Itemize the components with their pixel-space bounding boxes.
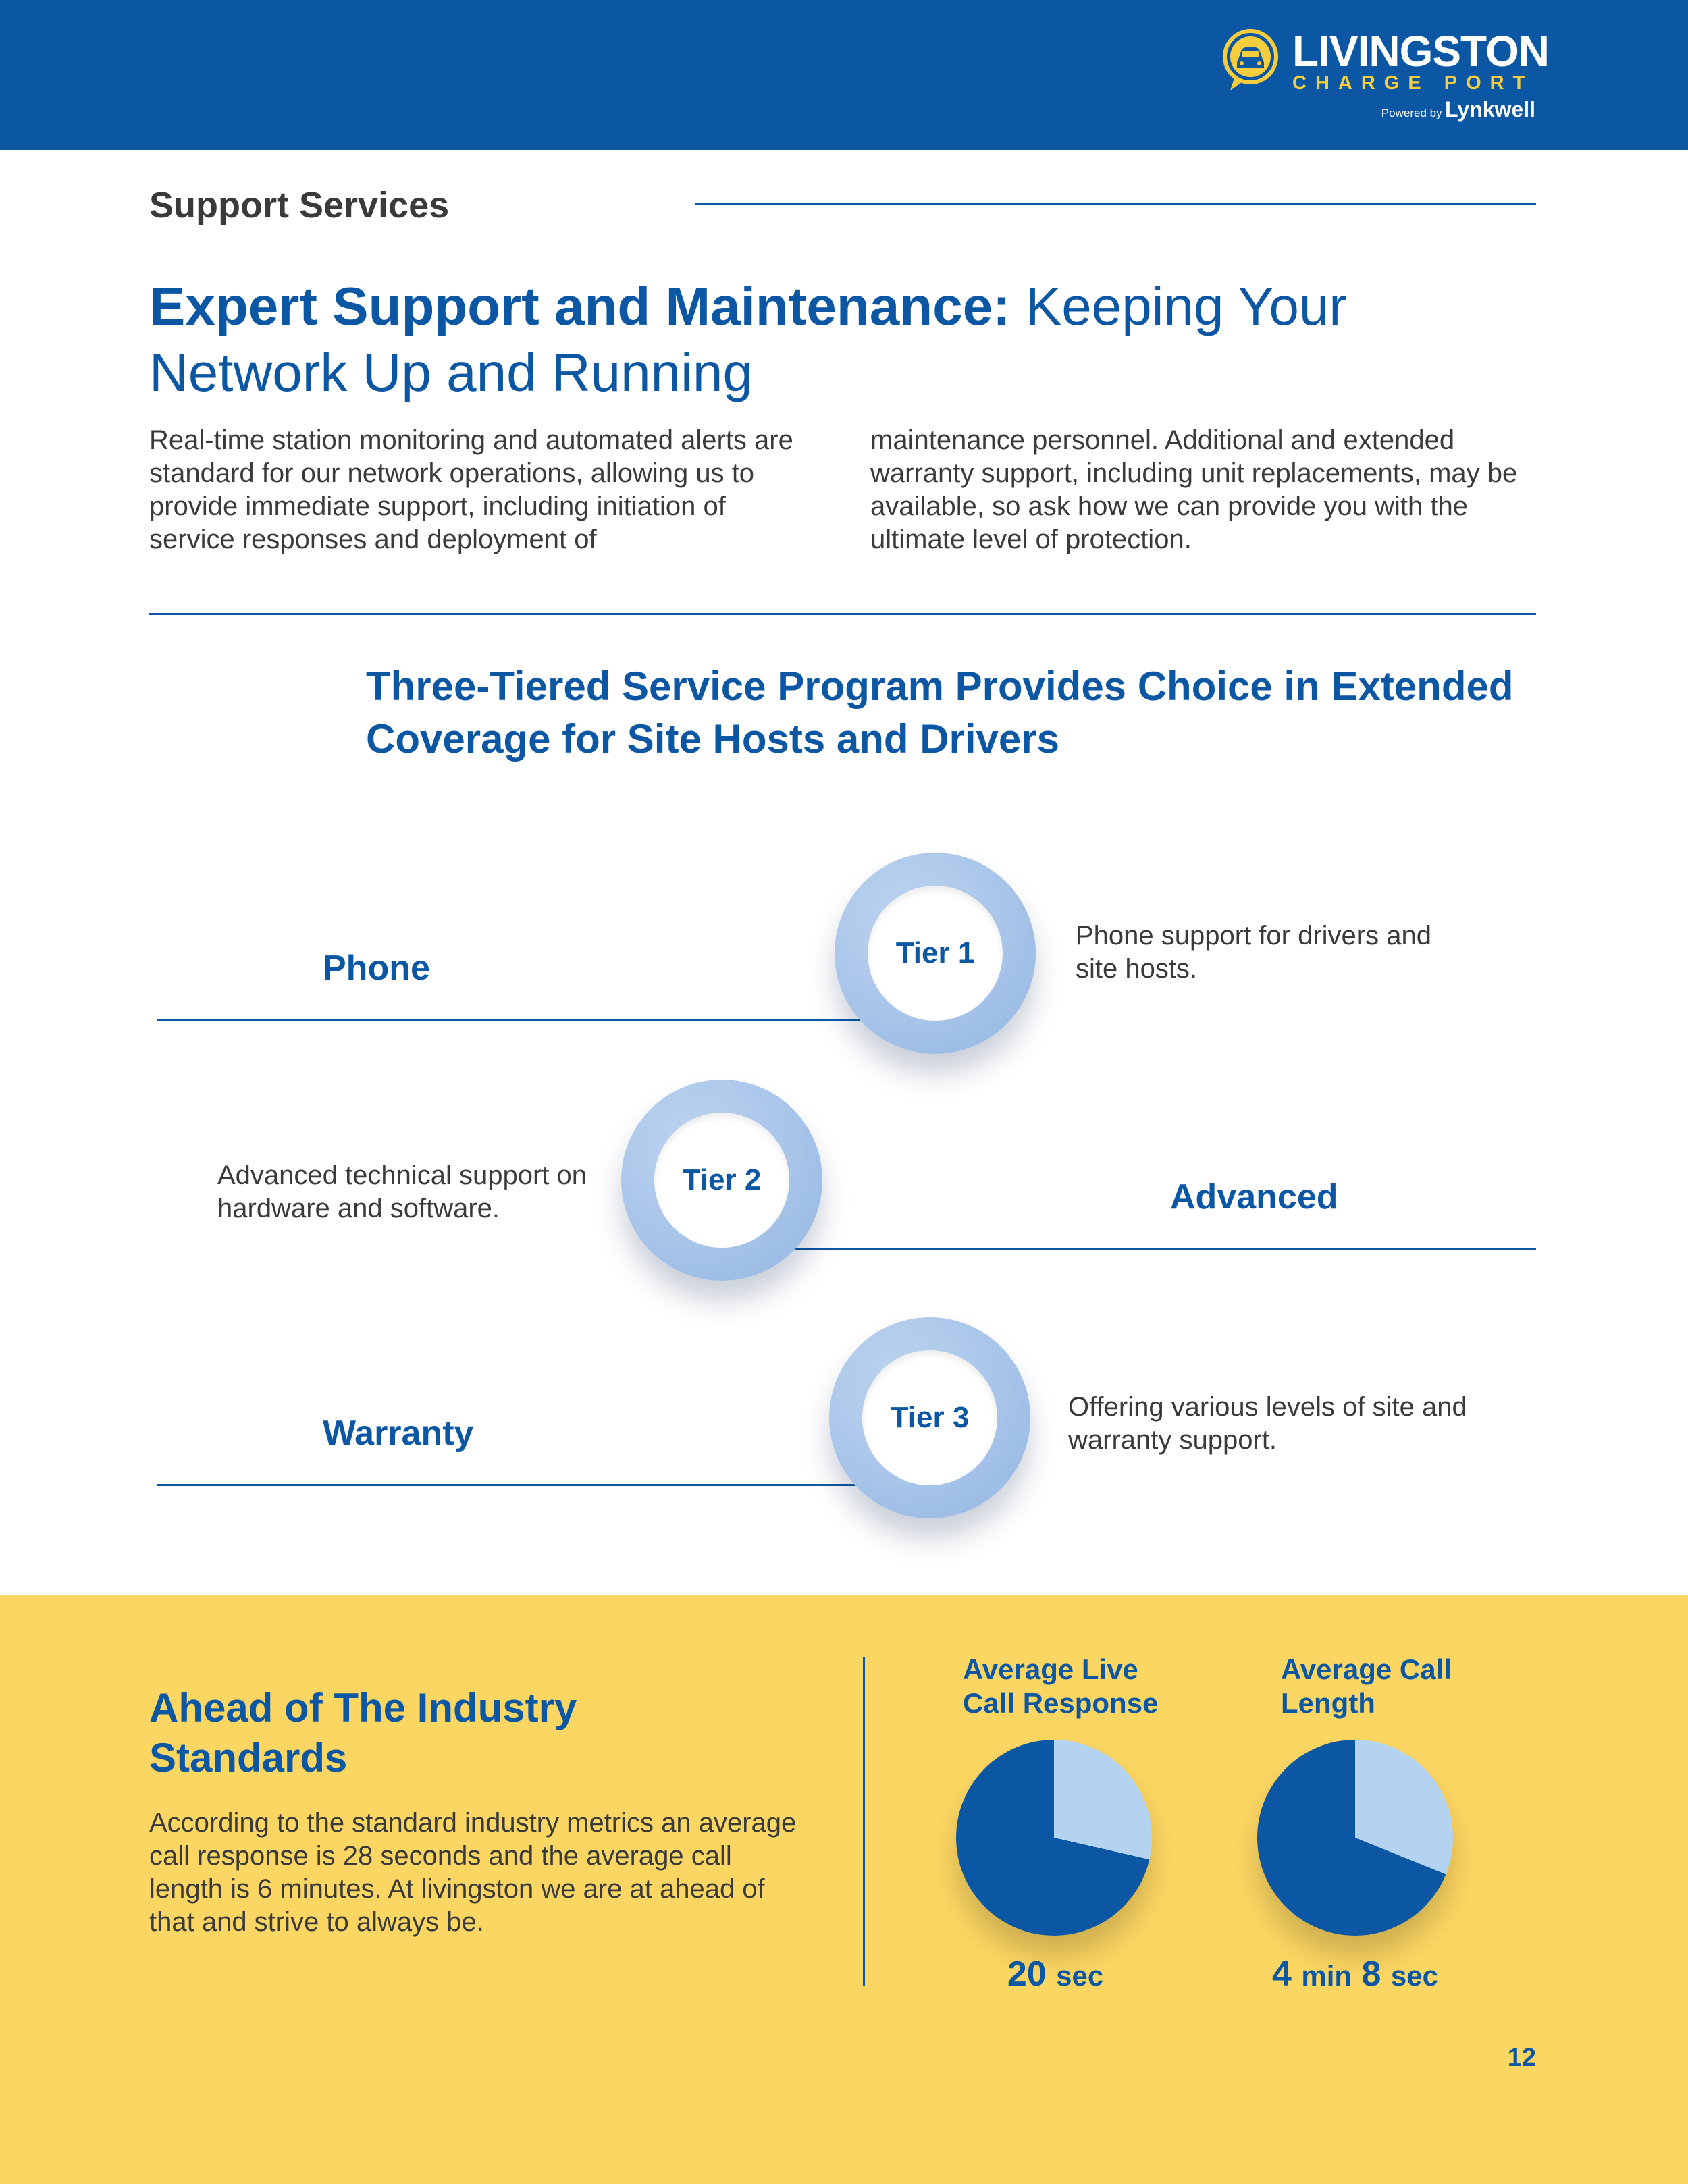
tier-1-description: Phone support for drivers and site hosts. (1076, 921, 1431, 984)
tier-2-line (793, 1248, 1536, 1250)
stat-2-number-2: 8 (1361, 1954, 1381, 1994)
title-regular: Keeping Your Network Up and Running (149, 276, 1347, 402)
section-label: Support Services (149, 185, 450, 225)
tier-3-badge-inner (862, 1350, 997, 1485)
page-title (149, 273, 1533, 406)
stat-1-label: Average Live Call Response (963, 1653, 1159, 1719)
stats-body: According to the standard industry metrics an average call response is 28 seconds and the average call length is 6 minutes. At livingston we are at ahead of that and strive to always be. (149, 1808, 797, 1937)
stat-2-pie (1257, 1740, 1453, 1936)
brand-name: LIVINGSTON (1292, 27, 1549, 76)
stat-2-label: Average Call Length (1281, 1653, 1452, 1719)
stat-2-unit-2: sec (1390, 1960, 1438, 1992)
powered-by (1377, 97, 1535, 126)
tier-3-badge (829, 1317, 1030, 1518)
tier-3-label: Tier 3 (890, 1401, 970, 1434)
section-rule (695, 203, 1536, 205)
section-divider (149, 613, 1536, 615)
tier-1-badge (835, 853, 1036, 1054)
stat-1-value (920, 1954, 1190, 1996)
stat-2-value (1220, 1954, 1490, 1996)
tier-2-description: Advanced technical support on hardware and software. (217, 1161, 587, 1223)
tier-3-description: Offering various levels of site and warranty support. (1068, 1392, 1467, 1455)
tier-3-line (157, 1484, 860, 1486)
title-bold: Expert Support and Maintenance: (149, 276, 1011, 336)
tier-1-label: Tier 1 (895, 936, 975, 969)
stat-1-unit: sec (1056, 1960, 1104, 1992)
tier-2-label: Tier 2 (682, 1163, 762, 1196)
brand-subtitle: CHARGE PORT (1292, 72, 1534, 94)
tier-heading: Three-Tiered Service Program Provides Choice in Extended Coverage for Site Hosts and Drivers (366, 664, 1514, 762)
partner-logo: Lynkwell (1445, 97, 1535, 122)
stat-1-pie (956, 1740, 1152, 1936)
stat-2-unit-1: min (1301, 1960, 1352, 1992)
stat-2-number-1: 4 (1272, 1954, 1292, 1994)
stats-heading: Ahead of The Industry Standards (149, 1685, 577, 1780)
tier-2-badge (621, 1080, 822, 1281)
tier-1-name: Phone (323, 949, 430, 988)
tier-3-name: Warranty (323, 1414, 474, 1453)
powered-by-label: Powered by (1381, 107, 1442, 119)
intro-text-left: Real-time station monitoring and automated alerts are standard for our network operations, allowing us to provide immediate support, including initiation of service responses and deployment of (149, 425, 793, 554)
page-number: 12 (1507, 2044, 1536, 2072)
intro-text-right: maintenance personnel. Additional and extended warranty support, including unit replacements, may be available, so ask how we can provide you with the ultimate level of protection. (870, 425, 1518, 554)
tier-2-badge-inner (654, 1113, 789, 1248)
stats-divider (863, 1657, 865, 1986)
tier-2-name: Advanced (1170, 1177, 1338, 1217)
stat-1-number: 20 (1007, 1954, 1047, 1994)
tier-1-badge-inner (868, 886, 1003, 1021)
car-chat-icon (1221, 28, 1280, 93)
tier-1-line (157, 1019, 866, 1021)
